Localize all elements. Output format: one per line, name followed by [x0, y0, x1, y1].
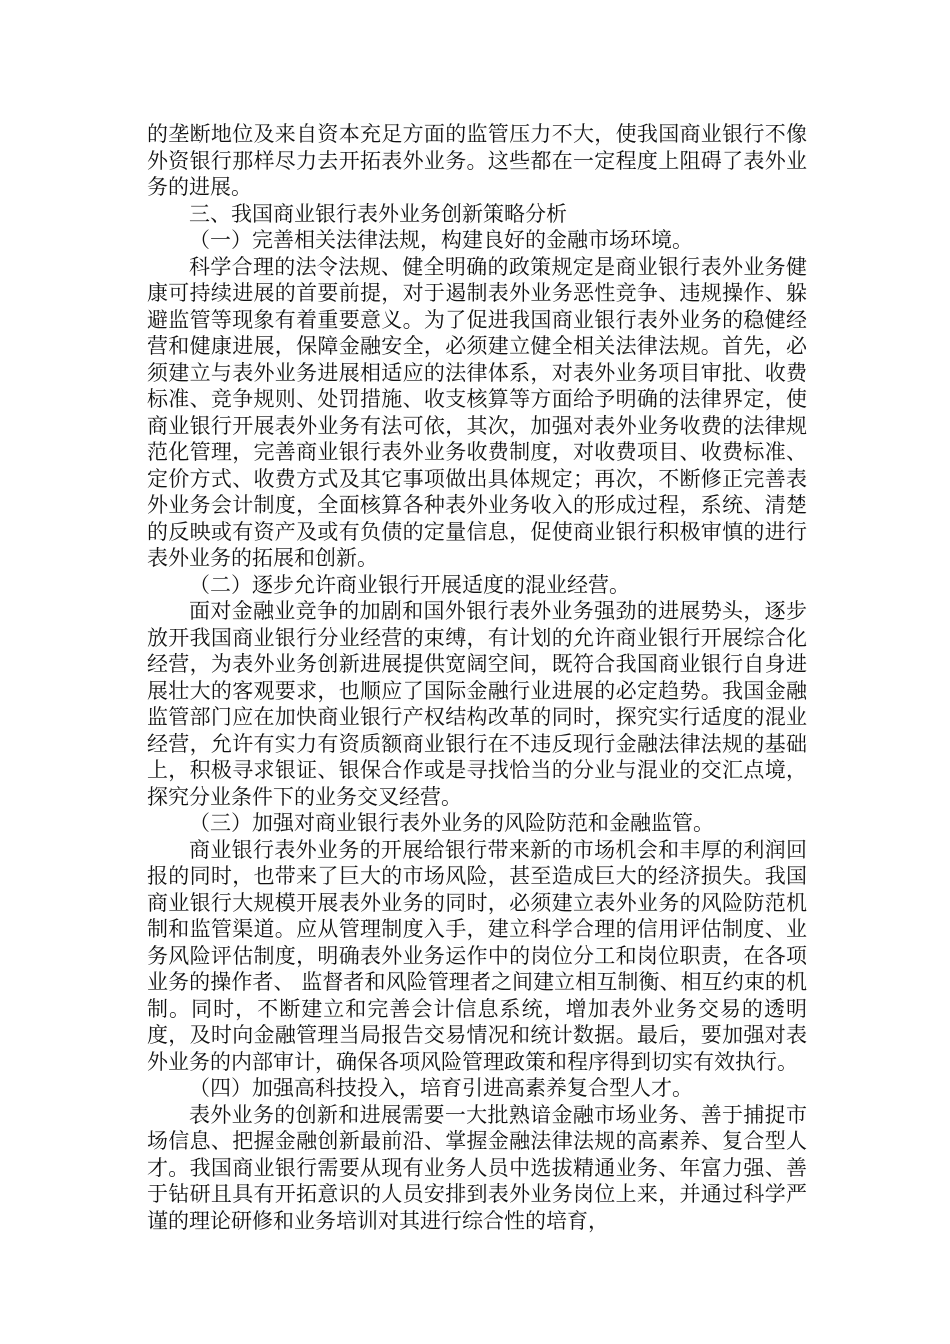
paragraph-legal-framework: 科学合理的法令法规、健全明确的政策规定是商业银行表外业务健康可持续进展的首要前提，对于遏制表外业务恶性竞争、违规操作、躲避监管等现象有着重要意义。为了促进我国商业银行表外业务的稳健经营和健康进展，保障金融安全，必须建立健全相关法律法规。首先，必须建立与表外业务进展相适应的法律体系，对表外业务项目审批、收费标准、竞争规则、处罚措施、收支核算等方面给予明确的法律界定，使商业银行开展表外业务有法可依，其次，加强对表外业务收费的法律规范化管理，完善商业银行表外业务收费制度，对收费项目、收费标准、定价方式、收费方式及其它事项做出具体规定；再次，不断修正完善表外业务会计制度，全面核算各种表外业务收入的形成过程，系统、清楚的反映或有资产及或有负债的定量信息，促使商业银行积极审慎的进行表外业务的拓展和创新。: [147, 254, 807, 570]
paragraph-continuation: 的垄断地位及来自资本充足方面的监管压力不大，使我国商业银行不像外资银行那样尽力去开拓表外业务。这些都在一定程度上阻碍了表外业务的进展。: [147, 122, 807, 199]
subheading-4: （四）加强高科技投入，培育引进高素养复合型人才。: [189, 1076, 693, 1100]
subheading-1: （一）完善相关法律法规，构建良好的金融市场环境。: [189, 228, 693, 252]
document-page: [147, 121, 807, 1234]
paragraph-talent: 表外业务的创新和进展需要一大批熟谙金融市场业务、善于捕捉市场信息、把握金融创新最前沿、掌握金融法律法规的高素养、复合型人才。我国商业银行需要从现有业务人员中选拔精通业务、年富力强、善于钻研且具有开拓意识的人员安排到表外业务岗位上来，并通过科学严谨的理论研修和业务培训对其进行综合性的培育，: [147, 1102, 807, 1233]
section-heading-3: 三、我国商业银行表外业务创新策略分析: [189, 201, 567, 226]
subheading-2: （二）逐步允许商业银行开展适度的混业经营。: [189, 572, 630, 597]
paragraph-mixed-operation: 面对金融业竞争的加剧和国外银行表外业务强劲的进展势头，逐步放开我国商业银行分业经营的束缚，有计划的允许商业银行开展综合化经营，为表外业务创新进展提供宽阔空间，既符合我国商业银行自身进展壮大的客观要求，也顺应了国际金融行业进展的必定趋势。我国金融监管部门应在加快商业银行产权结构改革的同时，探究实行适度的混业经营，允许有实力有资质额商业银行在不违反现行金融法律法规的基础上，积极寻求银证、银保合作或是寻找恰当的分业与混业的交汇点境，探究分业条件下的业务交叉经营。: [147, 599, 807, 809]
subheading-3: （三）加强对商业银行表外业务的风险防范和金融监管。: [189, 811, 714, 835]
paragraph-risk-supervision: 商业银行表外业务的开展给银行带来新的市场机会和丰厚的利润回报的同时，也带来了巨大的市场风险，甚至造成巨大的经济损失。我国商业银行大规模开展表外业务的同时，必须建立表外业务的风险防范机制和监管渠道。应从管理制度入手，建立科学合理的信用评估制度、业务风险评估制度，明确表外业务运作中的岗位分工和岗位职责，在各项业务的操作者、 监督者和风险管理者之间建立相互制衡、相互约束的机制。同时，不断建立和完善会计信息系统，增加表外业务交易的透明度，及时向金融管理当局报告交易情况和统计数据。最后，要加强对表外业务的内部审计，确保各项风险管理政策和程序得到切实有效执行。: [147, 837, 807, 1074]
